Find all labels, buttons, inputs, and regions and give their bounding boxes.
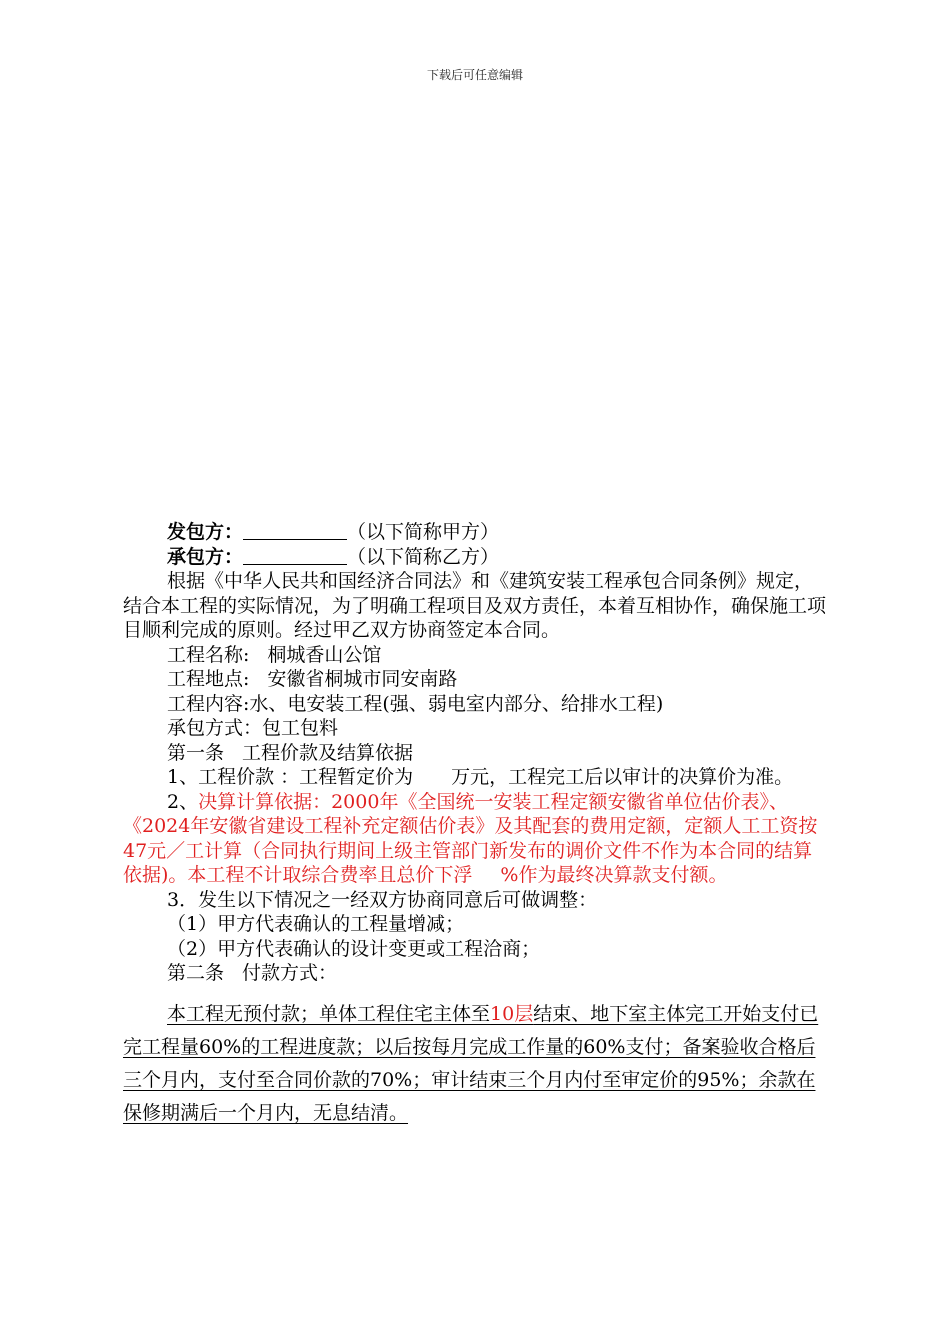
settlement-basis-text: 决算计算依据：2000年《全国统一安装工程定额安徽省单位估价表》、《2024年安徽省建设工程补充定额估价表》及其配套的费用定额，定额人工工资按47元／工计算（合同执行期间上级主管部门新发布的调价文件不作为本合同的结算依据)。本工程不计取综合费率且总价下浮 (123, 790, 818, 886)
settlement-basis-tail: %作为最终决算款支付额。 (500, 864, 728, 886)
party-a-note: （以下简称甲方） (347, 521, 500, 543)
article1-number: 第一条 (167, 741, 225, 764)
item2-number: 2、 (167, 790, 199, 813)
party-b-blank (243, 546, 347, 565)
article2-title (123, 961, 829, 986)
project-location-line (123, 667, 829, 692)
article1-item2 (123, 790, 829, 888)
article1-item3: 3．发生以下情况之一经双方协商同意后可做调整： (167, 888, 598, 911)
page-header: 下载后可任意编辑 (426, 68, 523, 82)
article1-heading: 工程价款及结算依据 (242, 741, 414, 764)
payment-text-b: 结束、地下室主体完工开始支付已完工程量60%的工程进度款；以后按每月完成工作量的60%支付；备案验收合格后三个月内，支付至合同价款的70%；审计结束三个月内付至审定价的95%；余款在保修期满后一个月内，无息结清。 (123, 1002, 819, 1124)
payment-floor-highlight: 10层 (490, 1002, 534, 1025)
party-a-label: 发包方： (167, 521, 244, 543)
payment-text-a: 本工程无预付款；单体工程住宅主体至 (167, 1002, 491, 1025)
party-a-line (123, 520, 829, 545)
party-b-label: 承包方： (167, 545, 244, 568)
article1-sub1: （1）甲方代表确认的工程量增减； (167, 913, 465, 935)
project-name-label: 工程名称: (167, 643, 250, 666)
contract-body (123, 520, 829, 1130)
article1-title (123, 741, 829, 766)
project-location-value: 安徽省桐城市同安南路 (267, 668, 458, 690)
payment-paragraph (123, 998, 829, 1130)
project-name-value: 桐城香山公馆 (267, 643, 382, 666)
project-name-line (123, 643, 829, 668)
project-content-line: 工程内容:水、电安装工程(强、弱电室内部分、给排水工程) (167, 692, 664, 715)
article2-heading: 付款方式： (242, 962, 338, 984)
article1-sub2: （2）甲方代表确认的设计变更或工程洽商； (167, 937, 541, 960)
project-method-line: 承包方式：包工包料 (167, 717, 339, 739)
party-a-blank (243, 521, 347, 540)
article1-item1 (123, 765, 829, 790)
party-b-note: （以下简称乙方） (347, 545, 500, 568)
intro-paragraph: 根据《中华人民共和国经济合同法》和《建筑安装工程承包合同条例》规定，结合本工程的实际情况，为了明确工程项目及双方责任，本着互相协作，确保施工项目顺利完成的原则。经过甲乙双方协商签定本合同。 (123, 570, 827, 641)
article2-number: 第二条 (167, 962, 225, 984)
project-location-label: 工程地点: (167, 668, 250, 690)
party-b-line (123, 545, 829, 570)
price-text-a: 1、工程价款 ：工程暂定价为 (167, 766, 414, 788)
price-text-b: 万元，工程完工后以审计的决算价为准。 (451, 766, 794, 788)
